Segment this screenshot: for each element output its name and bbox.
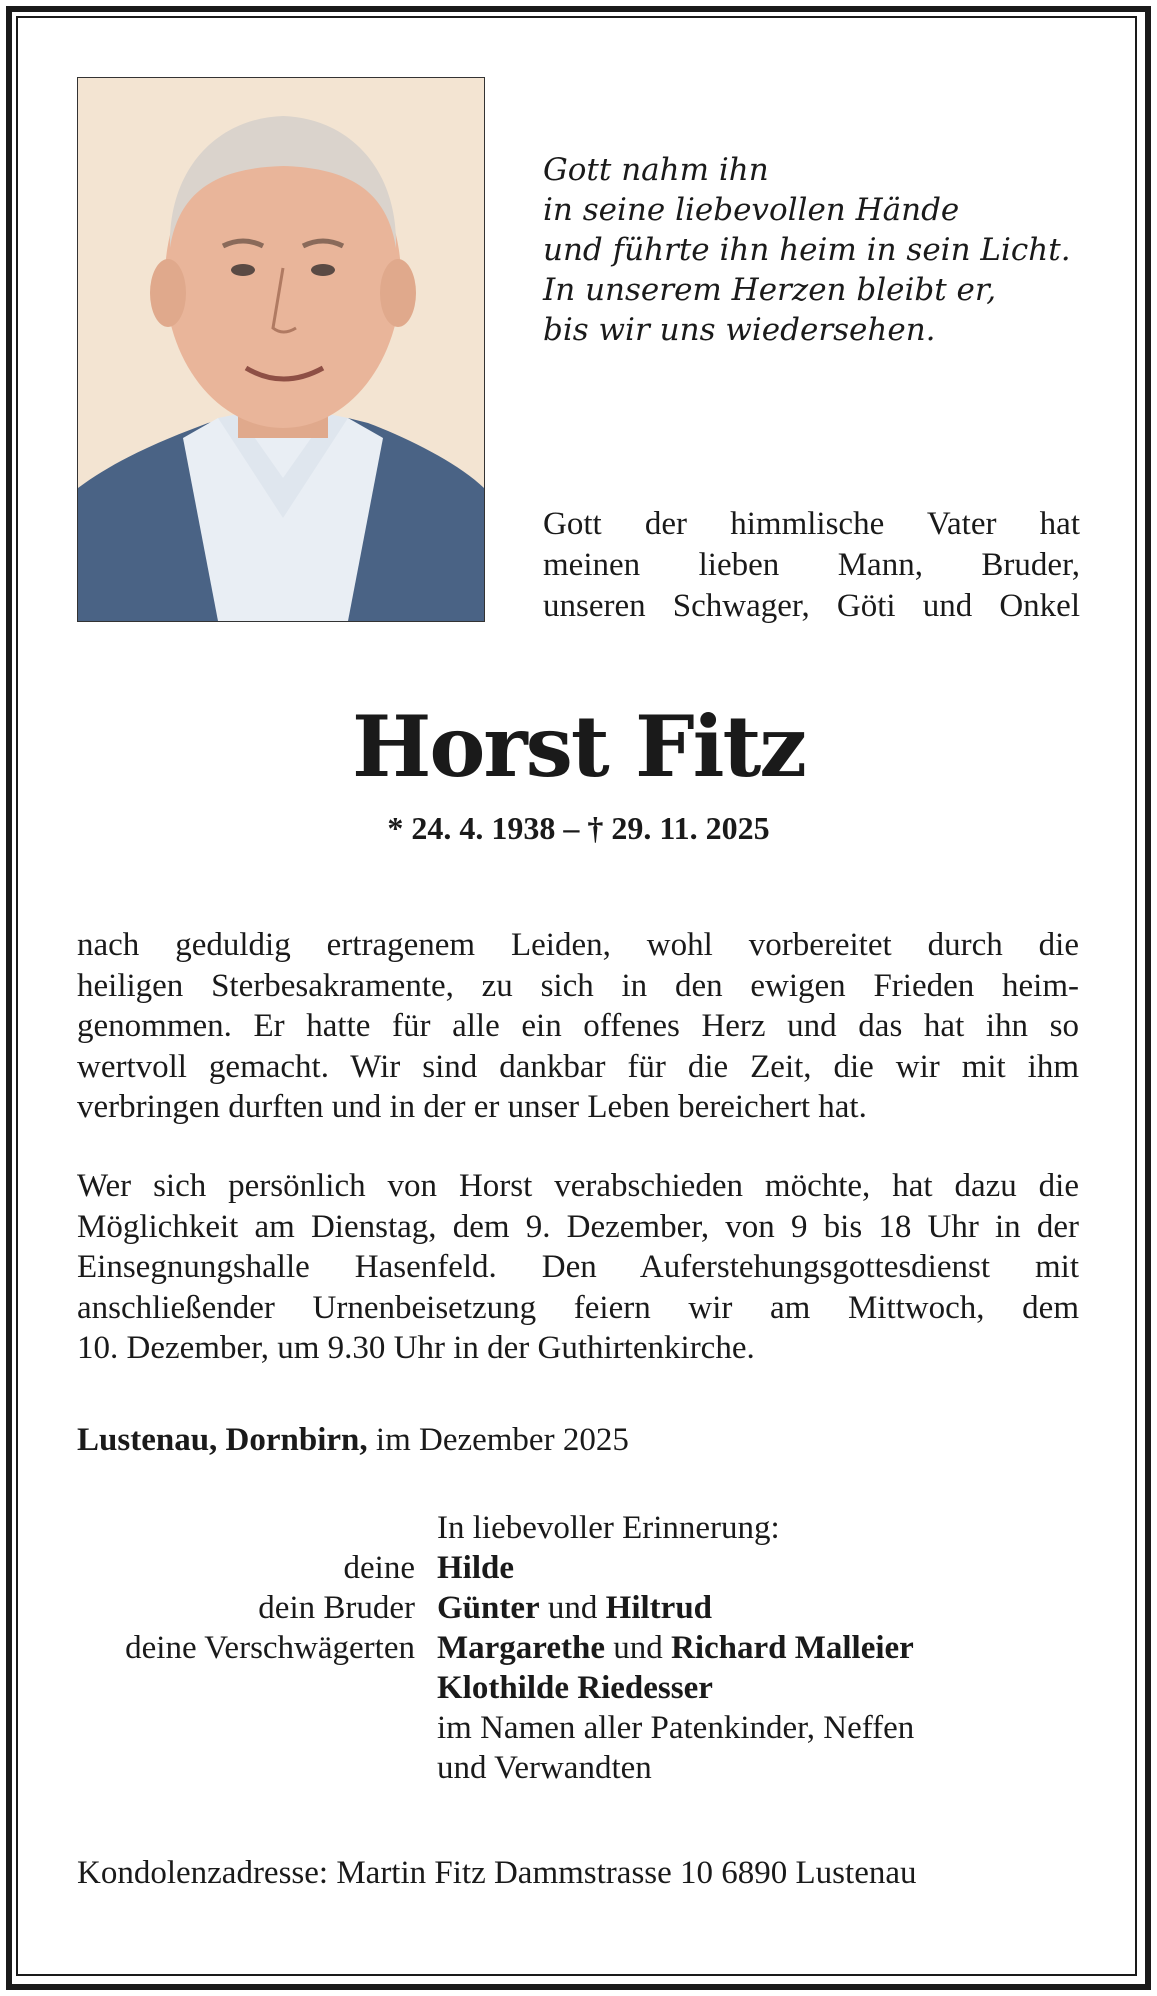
mourner-row-wife [0,1548,1157,1588]
paragraph-announcement [77,925,1079,1128]
mourner-relation: dein Bruder [258,1590,415,1626]
poem-line: In unserem Herzen bleibt er, [543,272,997,308]
mourner-name: Hiltrud [605,1590,713,1626]
text-line: verbringen durften und in der er unser Leben bereichert hat. [77,1089,867,1125]
mourner-names [437,1628,914,1668]
conjunction: und [539,1590,606,1626]
portrait-photo [77,77,485,622]
poem-line: Gott nahm ihn [543,152,769,188]
mourner-row-inlaw2 [0,1668,1157,1708]
mourner-others: und Verwandten [437,1750,652,1786]
text-line: genommen. Er hatte für alle ein offenes Herz und das hat ihn so [77,1008,1079,1044]
intro-line: Gott der himmlische Vater hat [543,506,1080,542]
place-date-text: im Dezember 2025 [367,1422,629,1458]
mourner-relation: deine Verschwägerten [125,1630,415,1666]
mourner-row-brother [0,1588,1157,1628]
portrait-illustration [78,78,484,621]
poem-line: bis wir uns wiedersehen. [543,312,936,348]
place-date [77,1420,629,1460]
mourner-names [437,1588,712,1628]
memory-heading: In liebevoller Erinnerung: [437,1510,780,1546]
mourner-name: Margarethe [437,1630,605,1666]
mourner-row-inlaws [0,1628,1157,1668]
paragraph-funeral-details [77,1166,1079,1369]
mourner-name: Hilde [437,1550,515,1586]
mourner-relation: deine [343,1550,415,1586]
poem [543,150,1083,350]
text-line: Wer sich persönlich von Horst verabschieden möchte, hat dazu die [77,1168,1079,1204]
mourner-names [437,1668,713,1708]
intro-line: meinen lieben Mann, Bruder, [543,547,1080,583]
text-line: wertvoll gemacht. Wir sind dankbar für die Zeit, die wir mit ihm [77,1048,1079,1085]
mourner-names [437,1548,514,1588]
condolence-address: Kondolenzadresse: Martin Fitz Dammstrasse 10 6890 Lustenau [77,1855,917,1891]
mourner-name: Klothilde Riedesser [437,1670,713,1706]
conjunction: und [604,1630,671,1666]
mourner-name: Richard Malleier [670,1630,914,1666]
life-dates: * 24. 4. 1938 – † 29. 11. 2025 [387,810,770,846]
mourner-row-others [0,1708,1157,1748]
mourner-others: im Namen aller Patenkinder, Neffen [437,1710,915,1746]
poem-line: in seine liebevollen Hände [543,192,960,228]
text-line: Einsegnungshalle Hasenfeld. Den Auferstehungsgottesdienst mit [77,1249,1079,1285]
text-line: anschließender Urnenbeisetzung feiern wir am Mittwoch, dem [77,1289,1079,1326]
text-line: nach geduldig ertragenem Leiden, wohl vorbereitet durch die [77,927,1079,963]
text-line: Möglichkeit am Dienstag, dem 9. Dezember, von 9 bis 18 Uhr in der [77,1208,1079,1245]
text-line: 10. Dezember, um 9.30 Uhr in der Guthirtenkirche. [77,1330,755,1366]
deceased-name: Horst Fitz [351,697,806,796]
intro-line: unseren Schwager, Göti und Onkel [543,588,1080,624]
intro-text [543,504,1080,627]
place-names: Lustenau, Dornbirn, [77,1422,368,1458]
mourner-row-others [0,1748,1157,1788]
text-line: heiligen Sterbesakramente, zu sich in den ewigen Frieden heim- [77,967,1079,1004]
poem-line: und führte ihn heim in sein Licht. [543,232,1071,268]
mourner-name: Günter [437,1590,540,1626]
